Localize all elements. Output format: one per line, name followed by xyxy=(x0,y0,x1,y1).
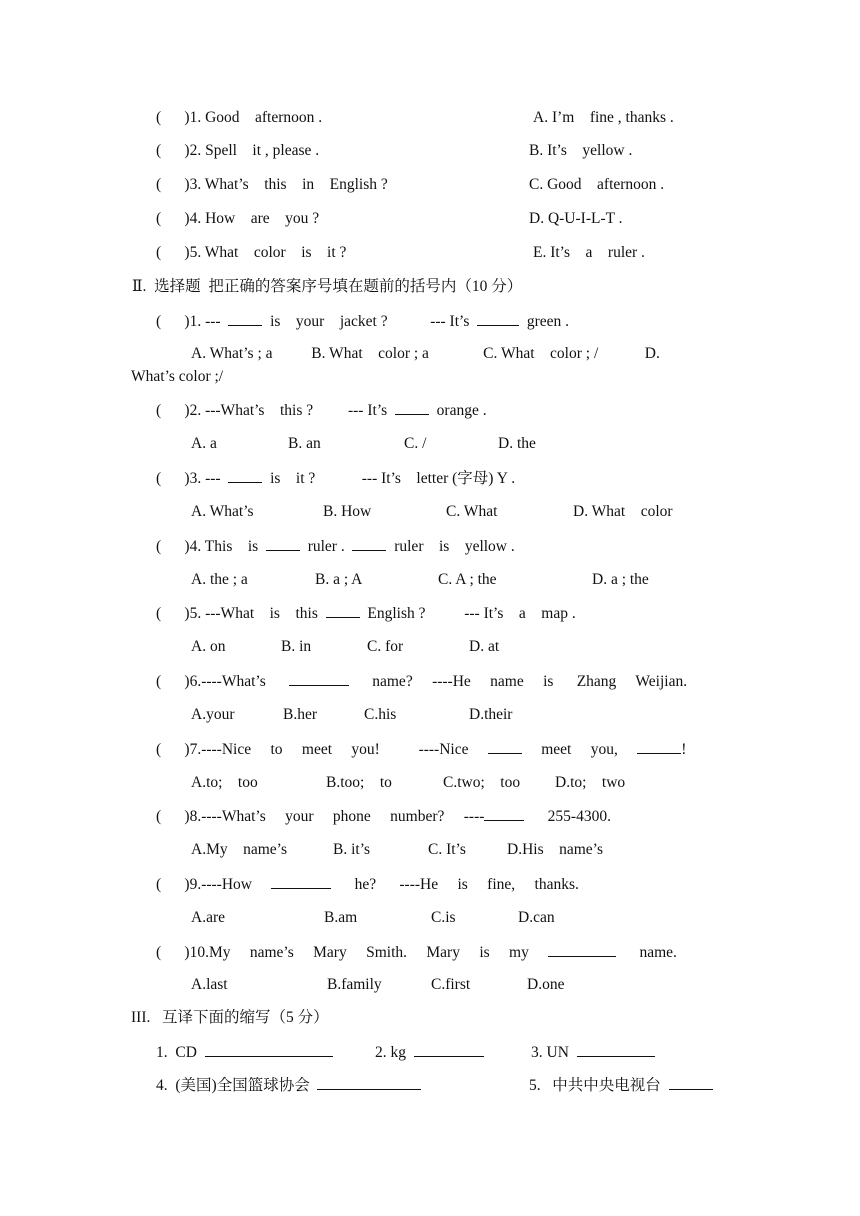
answer-blank xyxy=(577,1042,655,1057)
option: B. an xyxy=(288,435,321,452)
option: D. at xyxy=(469,638,500,655)
option: A. What’s xyxy=(191,503,254,520)
answer-blank xyxy=(414,1042,484,1057)
option: D.to; two xyxy=(555,774,626,791)
question-1: ( )1. --- is your jacket ? --- It’s green . xyxy=(156,313,570,330)
match-right-2: B. It’s yellow . xyxy=(529,142,633,159)
abbr-item-2: 2. kg xyxy=(375,1042,484,1063)
option: B.am xyxy=(324,909,358,926)
option: A.are xyxy=(191,909,225,926)
option: C.two; too xyxy=(443,774,521,791)
answer-blank xyxy=(477,311,519,326)
option: A. a xyxy=(191,435,217,452)
option: C. / xyxy=(404,435,427,452)
answer-blank xyxy=(548,942,616,957)
answer-blank xyxy=(289,671,349,686)
match-left-2: ( )2. Spell it , please . xyxy=(156,142,320,159)
option: D.can xyxy=(518,909,555,926)
match-left-1: ( )1. Good afternoon . xyxy=(156,109,323,126)
option: A.to; too xyxy=(191,774,258,791)
answer-blank xyxy=(271,874,331,889)
answer-blank xyxy=(395,400,429,415)
option: C.first xyxy=(431,976,471,993)
option: A.your xyxy=(191,706,235,723)
answer-blank xyxy=(205,1042,333,1057)
abbr-item-1: 1. CD xyxy=(156,1042,333,1063)
option: C. It’s xyxy=(428,841,466,858)
option: A. the ; a xyxy=(191,571,248,588)
question-1-options: A. What’s ; a B. What color ; a C. What color ; / D. xyxy=(191,345,660,362)
question-7: ( )7.----Nice to meet you! ----Nice meet you, ! xyxy=(156,741,687,758)
answer-blank xyxy=(488,739,522,754)
answer-blank xyxy=(266,536,300,551)
question-8: ( )8.----What’s your phone number? ---- 255-4300. xyxy=(156,808,611,825)
option: D. What color xyxy=(573,503,673,520)
abbr-item-3: 3. UN xyxy=(531,1042,655,1063)
answer-blank xyxy=(317,1075,421,1090)
option: C. A ; the xyxy=(438,571,497,588)
match-left-3: ( )3. What’s this in English ? xyxy=(156,176,388,193)
option: C. What xyxy=(446,503,498,520)
abbr-item-4: 4. (美国)全国篮球协会 xyxy=(156,1075,421,1096)
option: D. the xyxy=(498,435,536,452)
option: B.her xyxy=(283,706,318,723)
match-right-1: A. I’m fine , thanks . xyxy=(533,109,674,126)
section-3-heading: III. 互译下面的缩写（5 分） xyxy=(131,1009,329,1026)
question-9: ( )9.----How he? ----He is fine, thanks. xyxy=(156,876,579,893)
option: B. How xyxy=(323,503,372,520)
option: D.their xyxy=(469,706,513,723)
option: B.too; to xyxy=(326,774,392,791)
match-right-5: E. It’s a ruler . xyxy=(533,244,645,261)
option: A.last xyxy=(191,976,228,993)
answer-blank xyxy=(637,739,681,754)
option: C. for xyxy=(367,638,404,655)
option: C.his xyxy=(364,706,397,723)
answer-blank xyxy=(352,536,386,551)
option: B. in xyxy=(281,638,312,655)
option: D.His name’s xyxy=(507,841,604,858)
question-10: ( )10.My name’s Mary Smith. Mary is my name. xyxy=(156,944,677,961)
question-3: ( )3. --- is it ? --- It’s letter (字母) Y . xyxy=(156,470,516,487)
answer-blank xyxy=(228,311,262,326)
answer-blank xyxy=(484,806,524,821)
answer-blank xyxy=(228,468,262,483)
match-left-4: ( )4. How are you ? xyxy=(156,210,320,227)
match-left-5: ( )5. What color is it ? xyxy=(156,244,347,261)
answer-blank xyxy=(669,1075,713,1090)
option: D.one xyxy=(527,976,565,993)
answer-blank xyxy=(326,603,360,618)
question-4: ( )4. This is ruler . ruler is yellow . xyxy=(156,538,515,555)
option: C.is xyxy=(431,909,456,926)
option: B. a ; A xyxy=(315,571,363,588)
section-2-heading: Ⅱ. 选择题 把正确的答案序号填在题前的括号内（10 分） xyxy=(132,278,523,295)
question-6: ( )6.----What’s name? ----He name is Zhang Weijian. xyxy=(156,673,688,690)
question-1-options-cont: What’s color ;/ xyxy=(131,368,224,385)
option: A.My name’s xyxy=(191,841,288,858)
question-5: ( )5. ---What is this English ? --- It’s a map . xyxy=(156,605,576,622)
match-right-4: D. Q-U-I-L-T . xyxy=(529,210,623,227)
abbr-item-5: 5. 中共中央电视台 xyxy=(529,1075,713,1096)
match-right-3: C. Good afternoon . xyxy=(529,176,665,193)
option: B. it’s xyxy=(333,841,371,858)
option: D. a ; the xyxy=(592,571,649,588)
option: A. on xyxy=(191,638,226,655)
question-2: ( )2. ---What’s this ? --- It’s orange . xyxy=(156,402,487,419)
option: B.family xyxy=(327,976,382,993)
